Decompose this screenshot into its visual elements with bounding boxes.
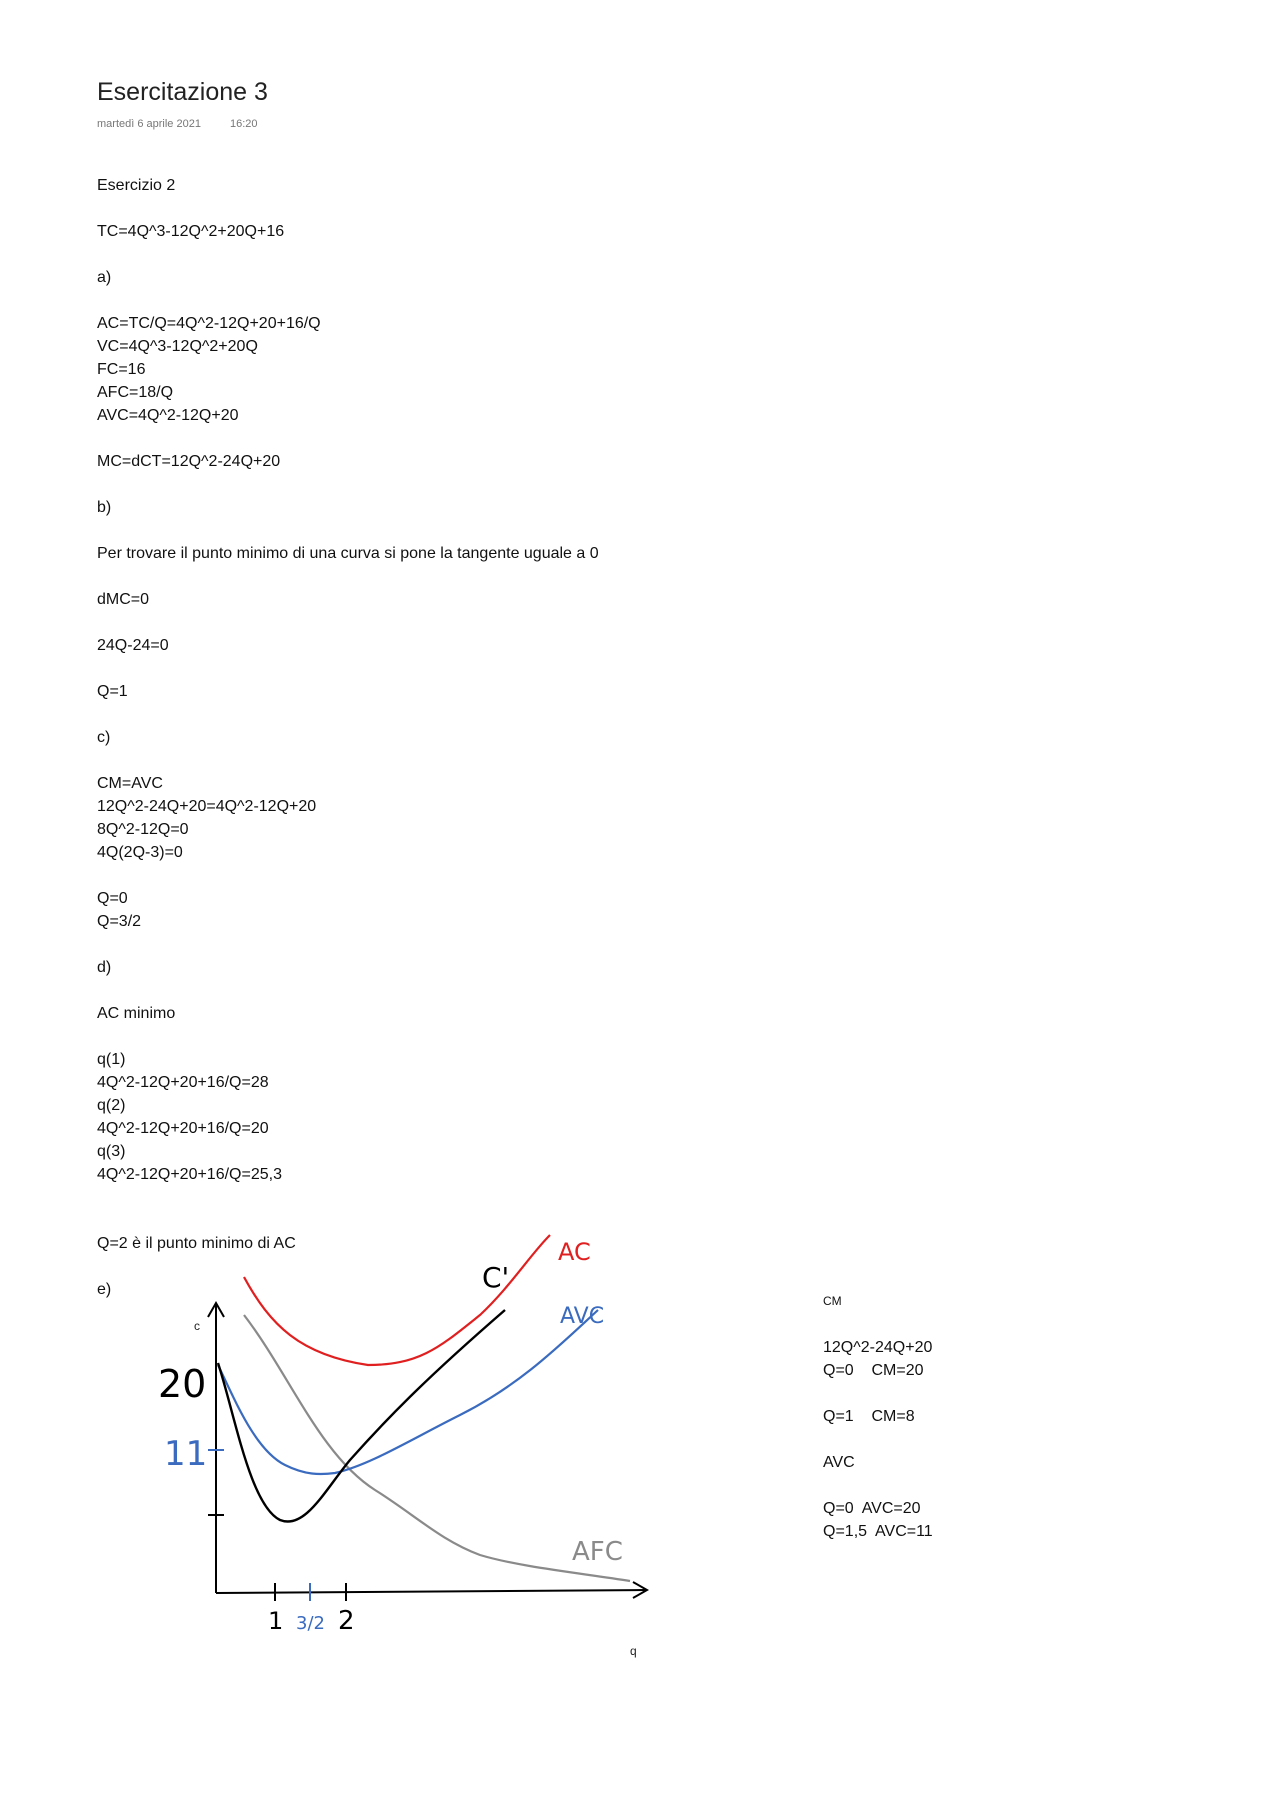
- note-line: a): [97, 269, 112, 286]
- x-axis: [216, 1590, 645, 1593]
- note-line: 24Q-24=0: [97, 637, 169, 654]
- note-line: 8Q^2-12Q=0: [97, 821, 189, 838]
- mc-curve: [218, 1310, 505, 1522]
- note-line: [97, 243, 857, 266]
- note-line: VC=4Q^3-12Q^2+20Q: [97, 338, 258, 355]
- side-note-line: Q=1 CM=8: [823, 1408, 915, 1425]
- note-line: Q=2 è il punto minimo di AC: [97, 1235, 296, 1252]
- ac-curve-label: AC: [558, 1238, 591, 1266]
- x-tick-label-2: 2: [338, 1606, 355, 1636]
- note-line: Q=0: [97, 890, 128, 907]
- note-body: [97, 174, 857, 1301]
- note-line: [97, 519, 857, 542]
- side-notes: [823, 1290, 1063, 1543]
- side-note-line: Q=0 CM=20: [823, 1362, 924, 1379]
- note-line: [97, 611, 857, 634]
- note-line: 4Q^2-12Q+20+16/Q=20: [97, 1120, 269, 1137]
- side-note-line: [823, 1428, 1063, 1451]
- note-line: [97, 473, 857, 496]
- side-note-line: 12Q^2-24Q+20: [823, 1339, 933, 1356]
- note-line: c): [97, 729, 111, 746]
- x-tick-label-1: 1: [268, 1607, 284, 1635]
- note-line: [97, 703, 857, 726]
- x-axis-label: q: [630, 1644, 637, 1658]
- note-line: d): [97, 959, 112, 976]
- page-date: martedì 6 aprile 2021: [97, 118, 201, 130]
- note-line: [97, 749, 857, 772]
- side-note-line: Q=1,5 AVC=11: [823, 1523, 933, 1540]
- note-line: [97, 289, 857, 312]
- side-note-lines: [823, 1336, 1063, 1543]
- note-line: AC minimo: [97, 1005, 176, 1022]
- cost-curves-graph: [140, 1215, 680, 1695]
- note-line: Esercizio 2: [97, 177, 176, 194]
- note-line: AFC=18/Q: [97, 384, 174, 401]
- y-axis-label: c: [194, 1319, 200, 1333]
- side-note-line: AVC: [823, 1454, 855, 1471]
- note-line: 4Q^2-12Q+20+16/Q=28: [97, 1074, 269, 1091]
- side-note-line: [823, 1474, 1063, 1497]
- note-line: dMC=0: [97, 591, 150, 608]
- side-note-line: [823, 1382, 1063, 1405]
- note-line: CM=AVC: [97, 775, 163, 792]
- note-line: q(2): [97, 1097, 126, 1114]
- note-line: Q=3/2: [97, 913, 142, 930]
- note-line: TC=4Q^3-12Q^2+20Q+16: [97, 223, 285, 240]
- side-note-line: Q=0 AVC=20: [823, 1500, 921, 1517]
- note-line: AVC=4Q^2-12Q+20: [97, 407, 239, 424]
- note-line: Per trovare il punto minimo di una curva si pone la tangente uguale a 0: [97, 545, 599, 562]
- note-line: [97, 197, 857, 220]
- ac-curve: [244, 1235, 550, 1365]
- x-tick-label-3-2: 3/2: [296, 1613, 325, 1634]
- avc-curve: [218, 1310, 598, 1474]
- note-line: q(3): [97, 1143, 126, 1160]
- note-line: 12Q^2-24Q+20=4Q^2-12Q+20: [97, 798, 317, 815]
- note-line: [97, 1186, 857, 1209]
- note-line: FC=16: [97, 361, 146, 378]
- note-line: e): [97, 1281, 112, 1298]
- note-line: 4Q^2-12Q+20+16/Q=25,3: [97, 1166, 282, 1183]
- note-line: [97, 427, 857, 450]
- note-line: [97, 565, 857, 588]
- note-line: AC=TC/Q=4Q^2-12Q+20+16/Q: [97, 315, 321, 332]
- afc-curve-label: AFC: [572, 1537, 623, 1567]
- note-line: [97, 1025, 857, 1048]
- note-line: b): [97, 499, 112, 516]
- note-line: 4Q(2Q-3)=0: [97, 844, 183, 861]
- page-title: Esercitazione 3: [97, 78, 268, 106]
- page-time: 16:20: [230, 118, 258, 130]
- note-line: [97, 864, 857, 887]
- y-tick-label-20: 20: [158, 1362, 207, 1406]
- note-line: MC=dCT=12Q^2-24Q+20: [97, 453, 281, 470]
- note-line: q(1): [97, 1051, 126, 1068]
- note-line: [97, 979, 857, 1002]
- page-timestamp: [97, 118, 258, 130]
- note-line: [97, 657, 857, 680]
- side-note-cm-label: CM: [823, 1294, 842, 1308]
- note-line: Q=1: [97, 683, 128, 700]
- note-line: [97, 933, 857, 956]
- mc-curve-label: C': [482, 1261, 510, 1294]
- y-tick-label-11: 11: [164, 1434, 208, 1474]
- avc-curve-label: AVC: [560, 1304, 605, 1329]
